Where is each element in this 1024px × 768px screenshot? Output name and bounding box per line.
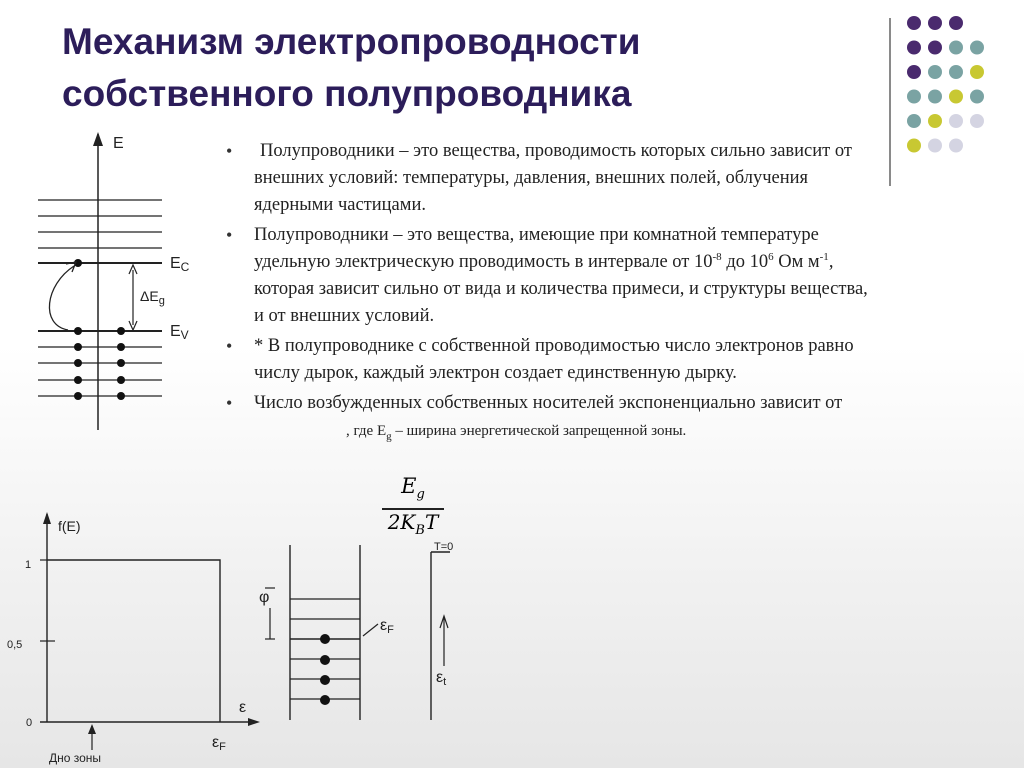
decor-dot — [949, 139, 963, 153]
tick-05-label: 0,5 — [7, 639, 23, 651]
et-label-main: ε — [436, 669, 444, 686]
bullet-1-text: Полупроводники – это вещества, проводимость которых сильно зависит от внешних условий: температуры, давления, внешних полей, облучения ядерными частицами. — [254, 141, 852, 215]
formula-fraction — [378, 474, 448, 544]
bullet-2-sup-a: -8 — [712, 250, 722, 263]
formula-numerator — [378, 474, 448, 502]
energy-axis-arrow-icon — [93, 132, 103, 146]
decor-dot — [949, 16, 963, 30]
well-ef-label-sub: F — [387, 624, 394, 636]
decor-dot — [970, 90, 984, 104]
ec-label-main: E — [170, 255, 181, 272]
formula-denominator — [378, 510, 448, 538]
bullet-2-text-d: , которая зависит сильно от вида и количества примеси, и структуры вещества, и от внешних условий. — [254, 252, 868, 326]
decor-dot — [928, 41, 942, 55]
decor-dot — [949, 65, 963, 79]
ef-axis-label-sub: F — [219, 741, 226, 753]
well-ef-label — [380, 617, 394, 636]
bullet-1 — [220, 138, 880, 219]
ec-label-sub: C — [180, 260, 190, 274]
f-axis-arrow-icon — [43, 512, 51, 524]
decor-divider — [889, 18, 891, 186]
decor-dot — [907, 114, 921, 128]
decor-dot — [928, 90, 942, 104]
phi-label: φ — [259, 589, 270, 606]
well-electrons — [320, 634, 330, 705]
well-ef-label-main: ε — [380, 617, 388, 634]
decor-dot — [907, 65, 921, 79]
bullet-marker: • — [226, 336, 233, 356]
energy-axis-label: E — [113, 135, 124, 152]
bullet-marker: • — [226, 141, 233, 161]
ef-axis-label-main: ε — [212, 734, 220, 751]
bullet-4-text-a: Число возбужденных собственных носителей экспоненциально зависит от — [254, 393, 843, 413]
conduction-band-levels — [38, 200, 162, 263]
ef-axis-label — [212, 734, 226, 753]
bullet-3 — [220, 333, 880, 387]
bullet-2-text-c: Ом м — [773, 252, 820, 272]
bullet-4 — [220, 390, 880, 445]
decor-dot — [907, 16, 921, 30]
f-axis-label: f(E) — [58, 518, 81, 534]
et-label-sub: t — [443, 676, 447, 688]
gap-label-sub: g — [158, 295, 165, 307]
decor-dot — [928, 16, 942, 30]
decor-dot — [949, 114, 963, 128]
ev-label — [170, 323, 189, 342]
bullet-4-text-b: , где E — [346, 423, 387, 439]
tick-1-label: 1 — [25, 559, 32, 571]
decor-dot — [970, 114, 984, 128]
decor-dot — [928, 114, 942, 128]
decor-dot — [907, 139, 921, 153]
fermi-distribution-plot — [0, 500, 270, 768]
bullet-marker: • — [226, 225, 233, 245]
band-bottom-arrow-icon — [88, 724, 96, 734]
decor-dot — [970, 65, 984, 79]
electron-dots — [74, 259, 125, 400]
x-axis-label: ε — [239, 699, 247, 716]
bullet-3-text: * В полупроводнике с собственной проводимостью число электронов равно числу дырок, каждый электрон создает единственную дырку. — [254, 336, 854, 383]
formula-num-main: E — [401, 474, 417, 498]
temperature-label: T=0 — [434, 541, 454, 553]
formula-num-sub: g — [416, 487, 425, 503]
bullet-marker: • — [226, 393, 233, 413]
bullet-2-sup-c: -1 — [819, 250, 829, 263]
band-bottom-label: Дно зоны — [49, 751, 102, 765]
title-line-1: Механизм электропроводности — [62, 21, 641, 62]
bullet-list — [220, 138, 880, 448]
formula-den-main: 2K — [387, 510, 416, 534]
ef-pointer — [363, 624, 378, 636]
ev-label-sub: V — [180, 328, 189, 342]
et-label — [436, 669, 446, 688]
decor-dot-grid — [905, 14, 1015, 174]
gap-label — [140, 288, 165, 307]
excitation-arrow — [49, 266, 74, 330]
decor-dot — [907, 90, 921, 104]
bullet-2-text-a: Полупроводники – это вещества, имеющие при комнатной температуре удельную электрическую проводимость в интервале от 10 — [254, 225, 819, 272]
decor-dot — [928, 65, 942, 79]
tick-0-label: 0 — [26, 717, 33, 729]
bullet-2-text-b: до 10 — [721, 252, 769, 272]
potential-well-diagram — [250, 540, 470, 740]
bullet-2 — [220, 222, 880, 330]
bullet-2-sup-b: 6 — [768, 250, 774, 263]
valence-band-levels — [38, 331, 162, 396]
ev-label-main: E — [170, 323, 181, 340]
decor-dot — [907, 41, 921, 55]
fermi-step-curve — [47, 560, 220, 722]
title-line-2: собственного полупроводника — [62, 73, 632, 114]
decor-dot — [949, 90, 963, 104]
band-diagram — [0, 0, 220, 440]
formula-den-sub: B — [415, 523, 425, 538]
ec-label — [170, 255, 190, 274]
bullet-4-sub: g — [386, 430, 392, 443]
formula-den-tail: T — [424, 510, 439, 534]
bullet-4-text-c: – ширина энергетической запрещенной зоны. — [391, 423, 687, 439]
decor-dot — [970, 41, 984, 55]
gap-label-main: ΔE — [140, 288, 159, 304]
decor-dot — [928, 139, 942, 153]
decor-dot — [949, 41, 963, 55]
